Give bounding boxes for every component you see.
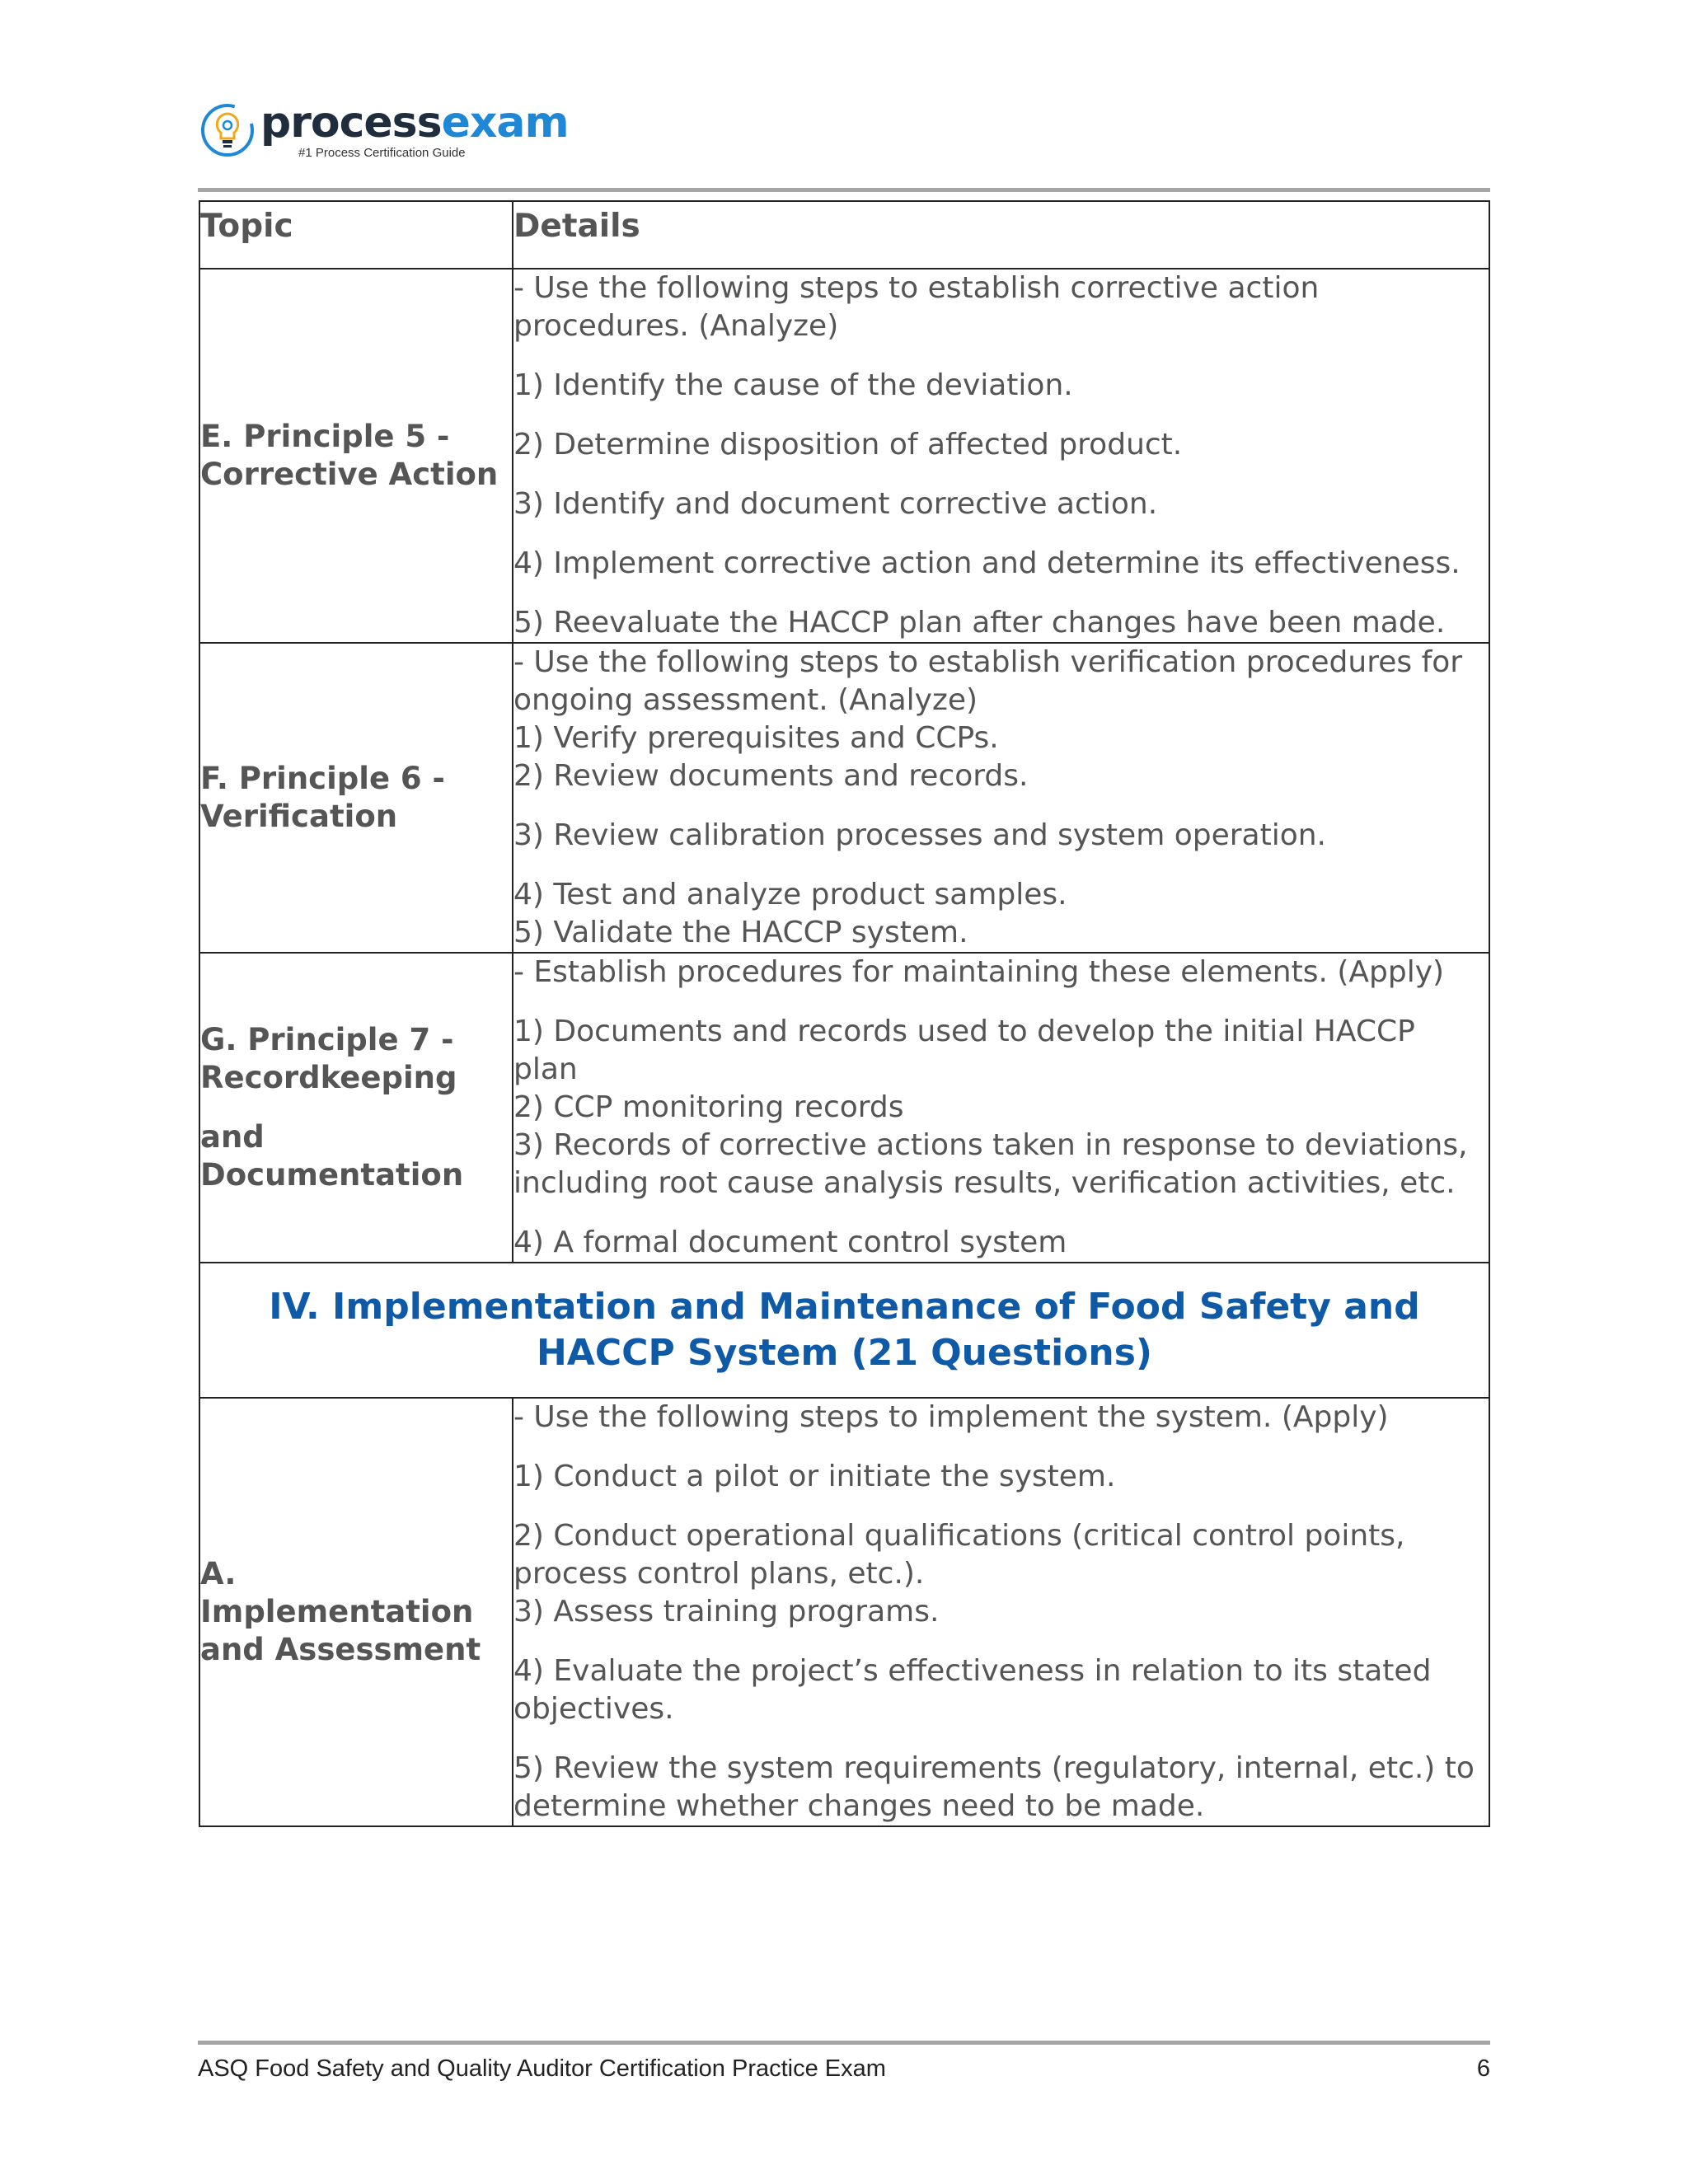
topic-text: F. Principle 6 - Verification [200, 761, 445, 834]
logo-wordmark [260, 97, 569, 148]
detail-line: 1) Verify prerequisites and CCPs. [513, 721, 999, 755]
detail-line: 2) Conduct operational qualifications (critical control points, process control plans, etc.). [513, 1519, 1405, 1591]
table-row [199, 643, 1489, 953]
detail-line: 2) CCP monitoring records [513, 1090, 904, 1124]
processexam-logo [199, 97, 569, 163]
topic-text: E. Principle 5 - Corrective Action [200, 419, 499, 492]
logo-tagline: #1 Process Certification Guide [298, 145, 466, 160]
detail-line: 4) Implement corrective action and determine its effectiveness. [513, 546, 1461, 580]
detail-line: 3) Review calibration processes and system operation. [513, 818, 1326, 852]
details-cell [513, 1398, 1489, 1826]
details-cell [513, 953, 1489, 1263]
topic-text: and Documentation [200, 1119, 464, 1193]
topic-cell [199, 643, 513, 953]
detail-line: 1) Identify the cause of the deviation. [513, 368, 1073, 402]
header-topic: Topic [199, 201, 513, 269]
section-heading-cell [199, 1263, 1489, 1398]
detail-line: - Use the following steps to implement the system. (Apply) [513, 1400, 1389, 1434]
table-row [199, 269, 1489, 643]
page-number: 6 [1476, 2055, 1490, 2082]
table-row [199, 953, 1489, 1263]
header-details: Details [513, 201, 1489, 269]
topic-text: A. Implementation and Assessment [200, 1556, 481, 1667]
detail-line: 5) Reevaluate the HACCP plan after changes have been made. [513, 606, 1446, 640]
topic-cell [199, 269, 513, 643]
section-title: IV. Implementation and Maintenance of Food Safety and HACCP System (21 Questions) [269, 1286, 1420, 1374]
detail-line: 3) Identify and document corrective action. [513, 487, 1158, 521]
topic-text: G. Principle 7 - Recordkeeping [200, 1022, 457, 1095]
detail-line: 2) Determine disposition of affected product. [513, 428, 1183, 462]
detail-line: 3) Assess training programs. [513, 1595, 940, 1629]
table-header-row [199, 201, 1489, 269]
section-heading-row [199, 1263, 1489, 1398]
table-row [199, 1398, 1489, 1826]
detail-line: 2) Review documents and records. [513, 759, 1029, 793]
logo-word-exam: exam [441, 97, 569, 148]
topic-cell [199, 953, 513, 1263]
detail-line: - Establish procedures for maintaining these elements. (Apply) [513, 955, 1445, 989]
detail-line: 5) Review the system requirements (regulatory, internal, etc.) to determine whether changes need to be made. [513, 1751, 1475, 1823]
detail-line: - Use the following steps to establish corrective action procedures. (Analyze) [513, 271, 1320, 343]
details-cell [513, 269, 1489, 643]
detail-line: 4) Test and analyze product samples. [513, 878, 1067, 912]
footer-divider [198, 2041, 1490, 2045]
footer-title: ASQ Food Safety and Quality Auditor Certification Practice Exam [198, 2055, 886, 2082]
detail-line: - Use the following steps to establish verification procedures for ongoing assessment. (Analyze) [513, 645, 1463, 717]
detail-line: 1) Conduct a pilot or initiate the system. [513, 1460, 1116, 1493]
logo-word-process: process [260, 97, 442, 148]
header-divider [198, 188, 1490, 192]
detail-line: 1) Documents and records used to develop the initial HACCP plan [513, 1015, 1415, 1086]
detail-line: 3) Records of corrective actions taken in response to deviations, including root cause analysis results, verification activities, etc. [513, 1128, 1468, 1200]
detail-line: 4) Evaluate the project’s effectiveness in relation to its stated objectives. [513, 1654, 1432, 1726]
details-cell [513, 643, 1489, 953]
detail-line: 5) Validate the HACCP system. [513, 916, 968, 949]
topics-table [199, 200, 1490, 1827]
topic-cell [199, 1398, 513, 1826]
lightbulb-gear-icon [199, 102, 256, 158]
detail-line: 4) A formal document control system [513, 1226, 1067, 1259]
